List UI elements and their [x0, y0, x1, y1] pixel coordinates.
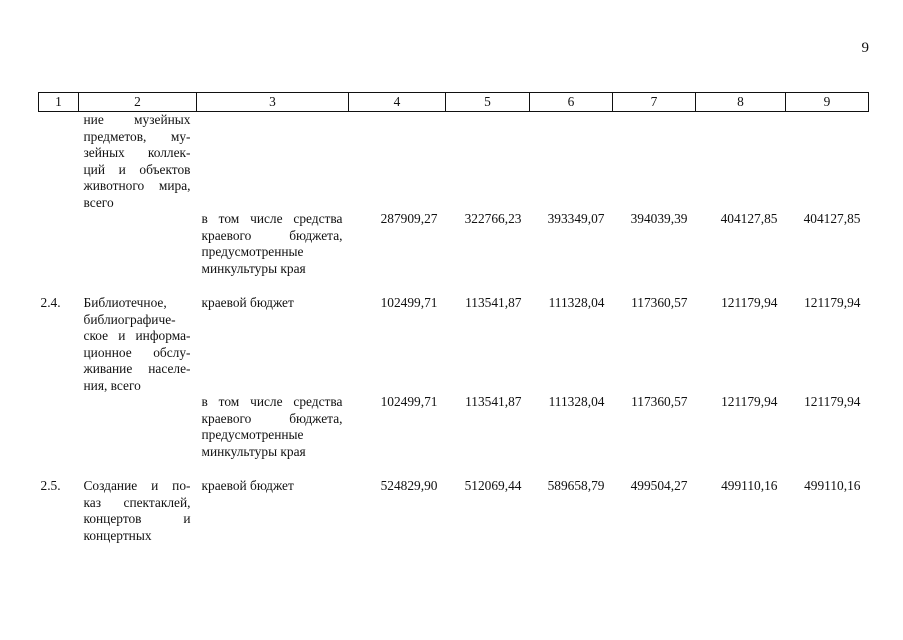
table-body	[39, 112, 869, 545]
name-line: ций и объектов	[83, 161, 191, 177]
source-line: краевой бюджет	[201, 295, 294, 310]
row-value-col-7	[613, 112, 696, 212]
name-line: каз спектаклей,	[83, 494, 191, 510]
header-col-9: 9	[786, 93, 869, 112]
table-row	[39, 478, 869, 544]
row-value-col-9	[786, 112, 869, 212]
table-row	[39, 394, 869, 460]
row-value-col-7: 394039,39	[630, 211, 688, 226]
budget-table	[38, 92, 869, 544]
page-number: 9	[861, 40, 869, 56]
row-value-col-7: 499504,27	[630, 478, 688, 493]
name-line: концертных	[83, 527, 152, 543]
row-value-col-5: 322766,23	[464, 211, 522, 226]
row-value-col-5: 113541,87	[465, 295, 522, 310]
row-value-col-9: 121179,94	[804, 394, 861, 409]
name-line: ния, всего	[83, 377, 141, 393]
row-code: 2.5.	[40, 478, 61, 493]
row-spacer	[39, 277, 869, 295]
row-value-col-7: 117360,57	[631, 394, 688, 409]
header-col-4: 4	[349, 93, 446, 112]
table-row	[39, 112, 869, 212]
row-spacer	[39, 460, 869, 478]
row-value-col-5: 512069,44	[464, 478, 522, 493]
name-line: концертов и	[83, 511, 191, 526]
source-line: в том числе средства	[201, 394, 343, 409]
table-row	[39, 295, 869, 394]
row-value-col-6: 393349,07	[547, 211, 605, 226]
row-code	[39, 112, 79, 212]
source-line: краевой бюджет	[201, 478, 294, 493]
row-value-col-6	[530, 112, 613, 212]
row-code: 2.4.	[40, 295, 61, 310]
row-value-col-5: 113541,87	[465, 394, 522, 409]
name-line: Библиотечное,	[83, 295, 167, 310]
name-line: ционное обслу-	[83, 344, 191, 360]
header-col-7: 7	[613, 93, 696, 112]
row-value-col-9: 121179,94	[804, 295, 861, 310]
row-code	[39, 394, 79, 460]
header-col-3: 3	[197, 93, 349, 112]
source-line: минкультуры края	[201, 260, 306, 276]
row-value-col-4: 524829,90	[380, 478, 438, 493]
row-funding-source	[197, 295, 349, 394]
row-value-col-4: 102499,71	[380, 295, 438, 310]
source-line: краевого бюджета,	[201, 410, 343, 426]
name-line: предметов, му-	[83, 128, 191, 144]
name-line: Создание и по-	[83, 478, 191, 493]
row-name	[79, 478, 197, 544]
row-value-col-6: 111328,04	[548, 295, 605, 310]
name-line: всего	[83, 194, 114, 210]
source-line: минкультуры края	[201, 443, 306, 459]
row-name	[79, 211, 197, 277]
header-col-6: 6	[530, 93, 613, 112]
source-line: в том числе средства	[201, 211, 343, 226]
name-line: животного мира,	[83, 178, 191, 193]
row-name	[79, 394, 197, 460]
row-value-col-8	[696, 112, 786, 212]
row-funding-source	[197, 211, 349, 277]
row-name	[79, 295, 197, 394]
row-value-col-9: 499110,16	[804, 478, 861, 493]
row-funding-source	[197, 478, 349, 544]
name-line: библиографиче-	[83, 311, 176, 327]
name-line: ние музейных	[83, 112, 191, 127]
table-row	[39, 211, 869, 277]
row-value-col-6: 111328,04	[548, 394, 605, 409]
row-value-col-4	[349, 112, 446, 212]
row-value-col-6: 589658,79	[547, 478, 605, 493]
row-value-col-8: 121179,94	[721, 295, 778, 310]
source-line: краевого бюджета,	[201, 227, 343, 243]
header-col-2: 2	[79, 93, 197, 112]
row-value-col-8: 121179,94	[721, 394, 778, 409]
row-value-col-5	[446, 112, 530, 212]
row-funding-source	[197, 112, 349, 212]
source-line: предусмотренные	[201, 244, 304, 259]
row-funding-source	[197, 394, 349, 460]
row-value-col-7: 117360,57	[631, 295, 688, 310]
name-line: ское и информа-	[83, 328, 191, 343]
row-code	[39, 211, 79, 277]
header-col-5: 5	[446, 93, 530, 112]
header-row	[39, 93, 869, 112]
name-line: зейных коллек-	[83, 145, 191, 160]
row-value-col-8: 404127,85	[720, 211, 778, 226]
row-value-col-4: 287909,27	[380, 211, 438, 226]
name-line: живание населе-	[83, 361, 191, 376]
header-col-8: 8	[696, 93, 786, 112]
row-spacer-cell	[39, 277, 869, 295]
row-value-col-4: 102499,71	[380, 394, 438, 409]
row-value-col-9: 404127,85	[803, 211, 861, 226]
row-name	[79, 112, 197, 212]
row-value-col-8: 499110,16	[721, 478, 778, 493]
header-col-1: 1	[39, 93, 79, 112]
row-spacer-cell	[39, 460, 869, 478]
source-line: предусмотренные	[201, 427, 304, 442]
